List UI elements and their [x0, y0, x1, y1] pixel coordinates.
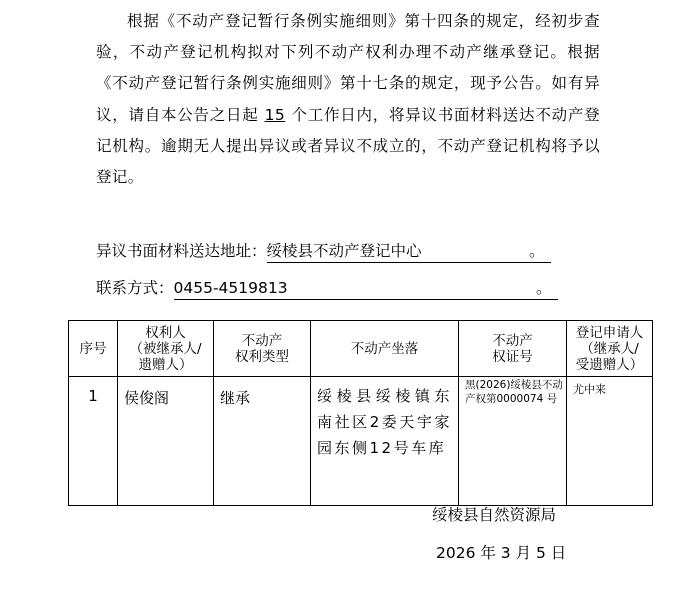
address-line: [96, 240, 551, 263]
header-cert: 不动产 权证号: [459, 321, 567, 377]
contact-field: [174, 277, 558, 300]
table-row: [69, 377, 653, 506]
address-value: 绥棱县不动产登记中心: [266, 242, 422, 260]
issue-date: 2026 年 3 月 5 日: [436, 544, 567, 562]
header-right-type: 不动产 权利类型: [214, 321, 311, 377]
header-applicant: 登记申请人 （继承人/ 受遗赠人）: [567, 321, 653, 377]
address-field: [267, 240, 551, 263]
header-no: 序号: [69, 321, 118, 377]
contact-line: [96, 277, 558, 300]
notice-paragraph: [96, 6, 600, 193]
cell-right-type: 继承: [214, 377, 311, 506]
cell-no: 1: [69, 377, 118, 506]
issuing-organization: 绥棱县自然资源局: [432, 506, 557, 524]
contact-end: 。: [536, 279, 552, 297]
cell-applicant: 尤中来: [567, 377, 653, 506]
cell-location: 绥棱县绥棱镇东南社区2委天宇家园东侧12号车库: [311, 377, 459, 506]
notice-text-1: 根据《不动产登记暂行条例实施细则》第十四条的规定，经初步查验，不动产登记机构拟对下列不动产权利办理不动产继承登记。根据《不动产登记暂行条例实施细则》第十七条的规定，现予公告。如有异议，请自本公告之日起: [96, 12, 600, 124]
address-label: 异议书面材料送达地址：: [96, 242, 267, 260]
cell-cert: 黑(2026)绥棱县不动产权第0000074 号: [459, 377, 567, 506]
notice-text-2: 个工作日内，将异议书面材料送达不动产登记机构。逾期无人提出异议或者异议不成立的，不动产登记机构将予以登记。: [96, 105, 600, 187]
contact-value: 0455-4519813: [173, 279, 288, 297]
cell-holder: 侯俊阁: [118, 377, 214, 506]
header-location: 不动产坐落: [311, 321, 459, 377]
header-holder: 权利人 （被继承人/ 遗赠人）: [118, 321, 214, 377]
address-end: 。: [529, 242, 545, 260]
objection-days: 15: [264, 105, 286, 124]
contact-label: 联系方式：: [96, 279, 174, 297]
registration-table: [68, 320, 653, 506]
table-header-row: [69, 321, 653, 377]
